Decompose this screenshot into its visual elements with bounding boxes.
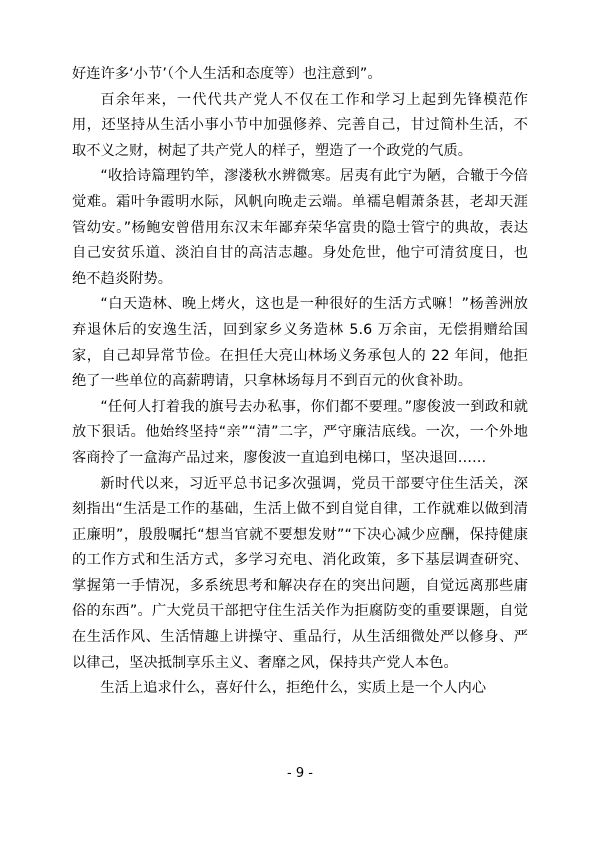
paragraph: 百余年来，一代代共产党人不仅在工作和学习上起到先锋模范作用，还坚持从生活小事小节中加强修养、完善自己，甘过简朴生活，不取不义之财，树起了共产党人的样子，塑造了一个政党的气质。 xyxy=(72,91,528,159)
paragraph: “白天造林、晚上烤火，这也是一种很好的生活方式嘛！”杨善洲放弃退休后的安逸生活，回到家乡义务造林 5.6 万余亩，无偿捐赠给国家，自己却异常节俭。在担任大亮山林场义务承包人的 22 年间，他拒绝了一些单位的高薪聘请，只拿林场每月不到百元的伙食补助。 xyxy=(72,296,528,390)
page-number: - 9 - xyxy=(287,766,313,781)
page-body-text xyxy=(72,62,528,702)
paragraph: 新时代以来，习近平总书记多次强调，党员干部要守住生活关，深刻指出“生活是工作的基础，生活上做不到自觉自律，工作就难以做到清正廉明”，殷殷嘱托“想当官就不要想发财”“下决心减少应酬，保持健康的工作方式和生活方式，多学习充电、消化政策，多下基层调查研究、掌握第一手情况，多系统思考和解决存在的突出问题，自觉远离那些庸俗的东西”。广大党员干部把守住生活关作为拒腐防变的重要课题，自觉在生活作风、生活情趣上讲操守、重品行，从生活细微处严以修身、严以律己，坚决抵制享乐主义、奢靡之风，保持共产党人本色。 xyxy=(72,475,528,671)
paragraph: 好连许多‘小节’（个人生活和态度等）也注意到”。 xyxy=(72,66,382,82)
paragraph: “任何人打着我的旗号去办私事，你们都不要理。”廖俊波一到政和就放下狠话。他始终坚持“亲”“清”二字，严守廉洁底线。一次，一个外地客商拎了一盒海产品过来，廖俊波一直追到电梯口，坚决退回…… xyxy=(72,398,528,466)
paragraph: “收拾诗篇理钓竿，漻溇秋水辨微寒。居夷有此宁为陋，合辙于今倍觉难。霜叶争霞明水际，风帆向晚走云端。单襦皂帽萧条甚，老却天涯管幼安。”杨鲍安曾借用东汉末年鄙弃荣华富贵的隐士管宁的典故，表达自己安贫乐道、淡泊自甘的高洁志趣。身处危世，他宁可清贫度日，也绝不趋炎附势。 xyxy=(72,168,528,287)
paragraph: 生活上追求什么，喜好什么，拒绝什么，实质上是一个人内心 xyxy=(100,680,487,697)
